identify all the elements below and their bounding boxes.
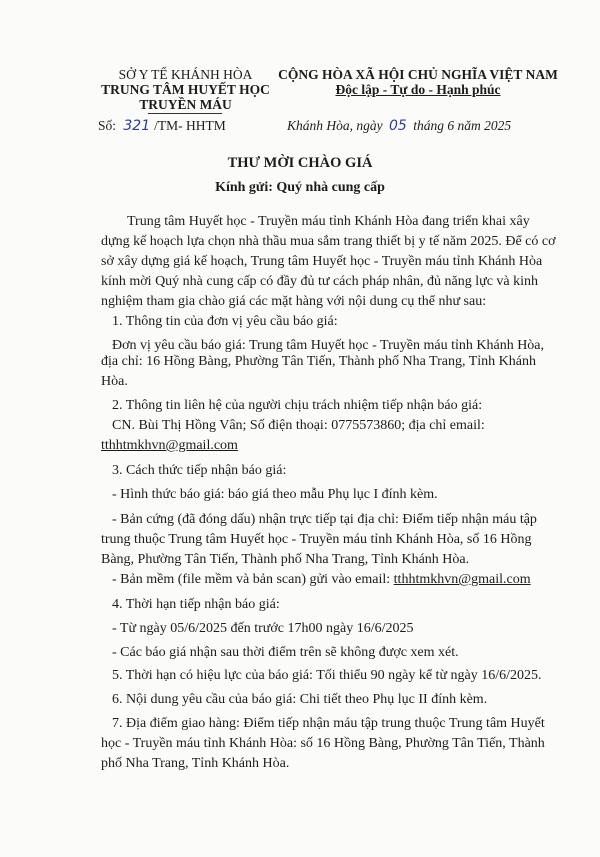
org-name-line-1: TRUNG TÂM HUYẾT HỌC xyxy=(101,82,270,97)
section-4-heading: 4. Thời hạn tiếp nhận báo giá: xyxy=(112,597,280,612)
section-6: 6. Nội dung yêu cầu của báo giá: Chi tiết theo Phụ lục II đính kèm. xyxy=(112,692,488,707)
motto-text: Độc lập - Tự do - Hạnh phúc xyxy=(335,82,501,97)
doc-number-suffix: /TM- HHTM xyxy=(154,118,226,133)
section-7-line-1: 7. Địa điểm giao hàng: Điểm tiếp nhận máu tập trung thuộc Trung tâm Huyết xyxy=(112,716,545,731)
intro-line-4: kính mời Quý nhà cung cấp có đầy đủ tư cách pháp nhân, đủ năng lực và kinh xyxy=(101,274,539,289)
section-4-bullet-2: - Các báo giá nhận sau thời điểm trên sẽ không được xem xét. xyxy=(112,645,459,660)
section-2-contact: CN. Bùi Thị Hồng Vân; Số điện thoại: 0775573860; địa chỉ email: xyxy=(112,418,485,433)
intro-line-5: nghiệm tham gia chào giá các mặt hàng với nội dung cụ thể như sau: xyxy=(101,294,487,309)
org-underline xyxy=(148,113,222,114)
soft-copy-email-link[interactable]: tthhtmkhvn@gmail.com xyxy=(393,572,531,587)
document-number xyxy=(98,118,226,134)
section-2-email xyxy=(101,438,238,454)
doc-number-handwritten: 321 xyxy=(123,118,151,134)
doc-number-prefix: Số: xyxy=(98,118,117,133)
section-2-heading: 2. Thông tin liên hệ của người chịu trách nhiệm tiếp nhận báo giá: xyxy=(112,398,483,413)
section-5: 5. Thời hạn có hiệu lực của báo giá: Tối thiểu 90 ngày kể từ ngày 16/6/2025. xyxy=(112,668,542,683)
org-name-line-2: TRUYỀN MÁU xyxy=(139,97,232,112)
section-4-bullet-1: - Từ ngày 05/6/2025 đến trước 17h00 ngày 16/6/2025 xyxy=(112,621,414,636)
country-name: CỘNG HÒA XÃ HỘI CHỦ NGHĨA VIỆT NAM xyxy=(278,67,558,82)
intro-line-3: sở xây dựng giá kế hoạch, Trung tâm Huyết học - Truyền máu tỉnh Khánh Hòa xyxy=(101,254,543,269)
section-3-heading: 3. Cách thức tiếp nhận báo giá: xyxy=(112,463,287,478)
section-7-line-2: học - Truyền máu tỉnh Khánh Hòa: số 16 Hồng Bàng, Phường Tân Tiến, Thành xyxy=(101,736,545,751)
soft-copy-text: - Bản mềm (file mềm và bản scan) gửi vào email: xyxy=(112,572,391,587)
section-1-heading: 1. Thông tin của đơn vị yêu cầu báo giá: xyxy=(112,314,338,329)
document-date xyxy=(287,118,511,134)
section-3-bullet-2-line-1: - Bản cứng (đã đóng dấu) nhận trực tiếp tại địa chỉ: Điểm tiếp nhận máu tập xyxy=(112,512,537,527)
section-3-bullet-1: - Hình thức báo giá: báo giá theo mẫu Phụ lục I đính kèm. xyxy=(112,487,438,502)
section-3-bullet-3 xyxy=(112,572,531,588)
greeting: Kính gửi: Quý nhà cung cấp xyxy=(215,180,385,195)
date-prefix: Khánh Hòa, ngày xyxy=(287,118,383,133)
intro-line-1: Trung tâm Huyết học - Truyền máu tỉnh Khánh Hòa đang triển khai xây xyxy=(127,214,530,229)
contact-email-link[interactable]: tthhtmkhvn@gmail.com xyxy=(101,438,238,453)
section-7-line-3: phố Nha Trang, Tỉnh Khánh Hòa. xyxy=(101,756,290,771)
section-3-bullet-2-line-3: Bàng, Phường Tân Tiến, Thành phố Nha Trang, Tỉnh Khánh Hòa. xyxy=(101,552,470,567)
date-day-handwritten: 05 xyxy=(389,118,407,134)
section-3-bullet-2-line-2: trung thuộc Trung tâm Huyết học - Truyền máu tỉnh Khánh Hòa, số 16 Hồng xyxy=(101,532,532,547)
section-1-line-2: địa chỉ: 16 Hồng Bàng, Phường Tân Tiến, Thành phố Nha Trang, Tỉnh Khánh xyxy=(101,354,536,369)
section-1-line-3: Hòa. xyxy=(101,374,128,389)
org-parent: SỞ Y TẾ KHÁNH HÒA xyxy=(118,67,253,82)
date-suffix: tháng 6 năm 2025 xyxy=(413,118,512,133)
national-motto xyxy=(262,82,574,98)
intro-line-2: dựng kế hoạch lựa chọn nhà thầu mua sắm trang thiết bị y tế năm 2025. Để có cơ xyxy=(101,234,556,249)
section-1-line-1: Đơn vị yêu cầu báo giá: Trung tâm Huyết học - Truyền máu tỉnh Khánh Hòa, xyxy=(112,338,545,353)
page-title: THƯ MỜI CHÀO GIÁ xyxy=(227,155,373,171)
